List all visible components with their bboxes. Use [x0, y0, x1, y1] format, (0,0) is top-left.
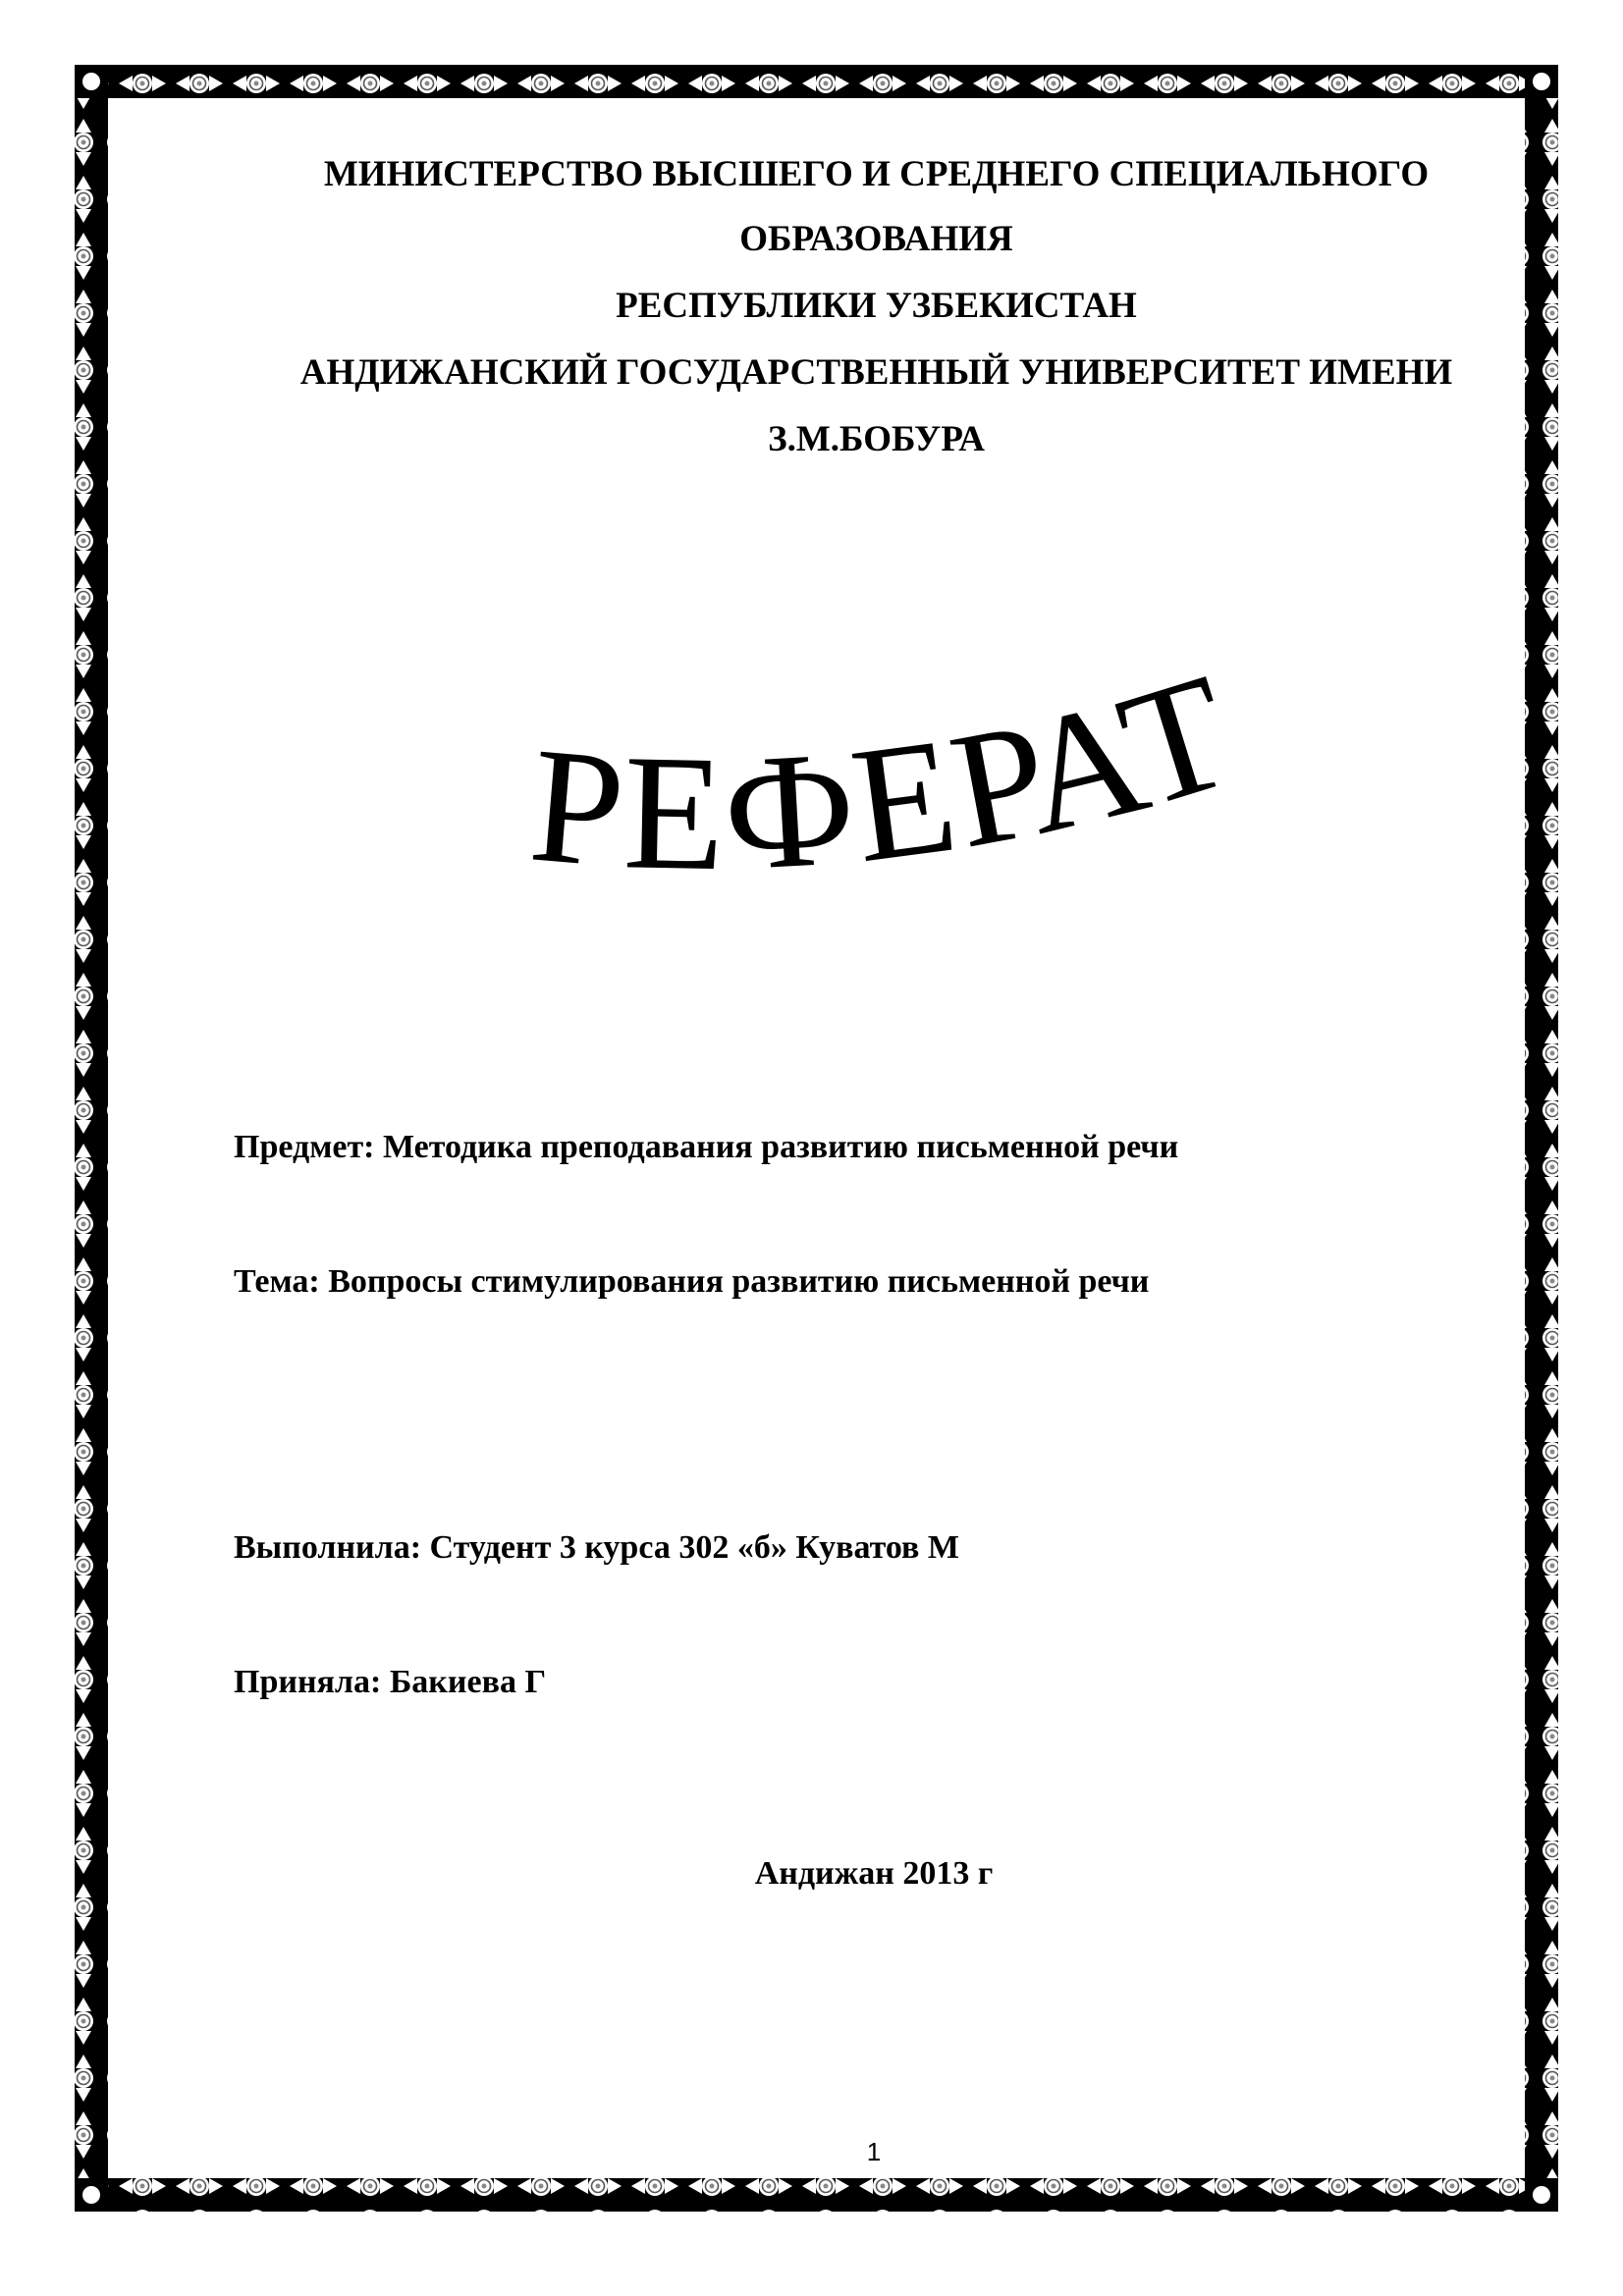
theme-line: Тема: Вопросы стимулирования развитию письменной речи	[234, 1263, 1150, 1300]
performed-by-line: Выполнила: Студент 3 курса 302 «б» Куватов М	[234, 1529, 959, 1566]
university-heading-line-1: АНДИЖАНСКИЙ ГОСУДАРСТВЕННЫЙ УНИВЕРСИТЕТ ИМЕНИ	[299, 352, 1453, 393]
report-title-text: РЕФЕРАТ	[523, 667, 1255, 906]
ministry-heading-line-2: ОБРАЗОВАНИЯ	[739, 219, 1013, 259]
city-year: Андижан 2013 г	[754, 1855, 994, 1892]
ministry-heading-line-3: РЕСПУБЛИКИ УЗБЕКИСТАН	[616, 286, 1137, 326]
subject-line: Предмет: Методика преподавания развитию письменной речи	[234, 1129, 1179, 1165]
ministry-heading-line-1: МИНИСТЕРСТВО ВЫСШЕГО И СРЕДНЕГО СПЕЦИАЛЬНОГО	[323, 154, 1430, 194]
svg-text:РЕФЕРАТ	[524, 667, 1255, 906]
page-number: 1	[866, 2137, 882, 2166]
university-heading-line-2: З.М.БОБУРА	[768, 419, 985, 459]
report-title	[285, 667, 1473, 962]
accepted-by-line: Приняла: Бакиева Г	[234, 1664, 547, 1700]
